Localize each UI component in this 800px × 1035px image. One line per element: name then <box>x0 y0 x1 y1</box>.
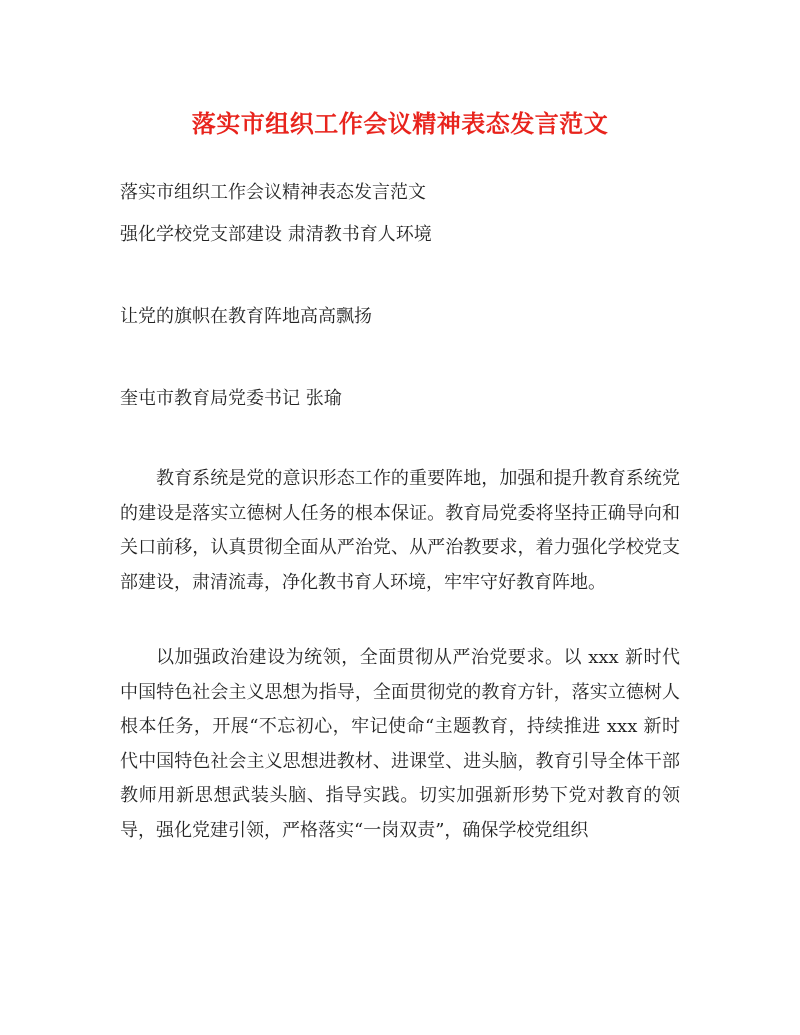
body-paragraph: 教育系统是党的意识形态工作的重要阵地，加强和提升教育系统党的建设是落实立德树人任务的根本保证。教育局党委将坚持正确导向和关口前移，认真贯彻全面从严治党、从严治教要求，着力强化学校党支部建设，肃清流毒，净化教书育人环境，牢牢守好教育阵地。 <box>120 468 680 593</box>
subtitle-line: 落实市组织工作会议精神表态发言范文 <box>120 182 426 203</box>
document-title: 落实市组织工作会议精神表态发言范文 <box>191 109 609 138</box>
body-paragraph: 以加强政治建设为统领，全面贯彻从严治党要求。以 xxx 新时代中国特色社会主义思想为指导，全面贯彻党的教育方针，落实立德树人根本任务，开展“不忘初心，牢记使命“主题教育，持续推进 xxx 新时代中国特色社会主义思想进教材、进课堂、进头脑，教育引导全体干部教师用新思想武装头脑、指导实践。切实加强新形势下党对教育的领导，强化党建引领，严格落实“一岗双责”，确保学校党组织 <box>120 647 680 841</box>
headline-line: 强化学校党支部建设 肃清教书育人环境 <box>120 224 432 245</box>
author-line: 奎屯市教育局党委书记 张瑜 <box>120 388 342 409</box>
slogan-line: 让党的旗帜在教育阵地高高飘扬 <box>120 306 372 327</box>
